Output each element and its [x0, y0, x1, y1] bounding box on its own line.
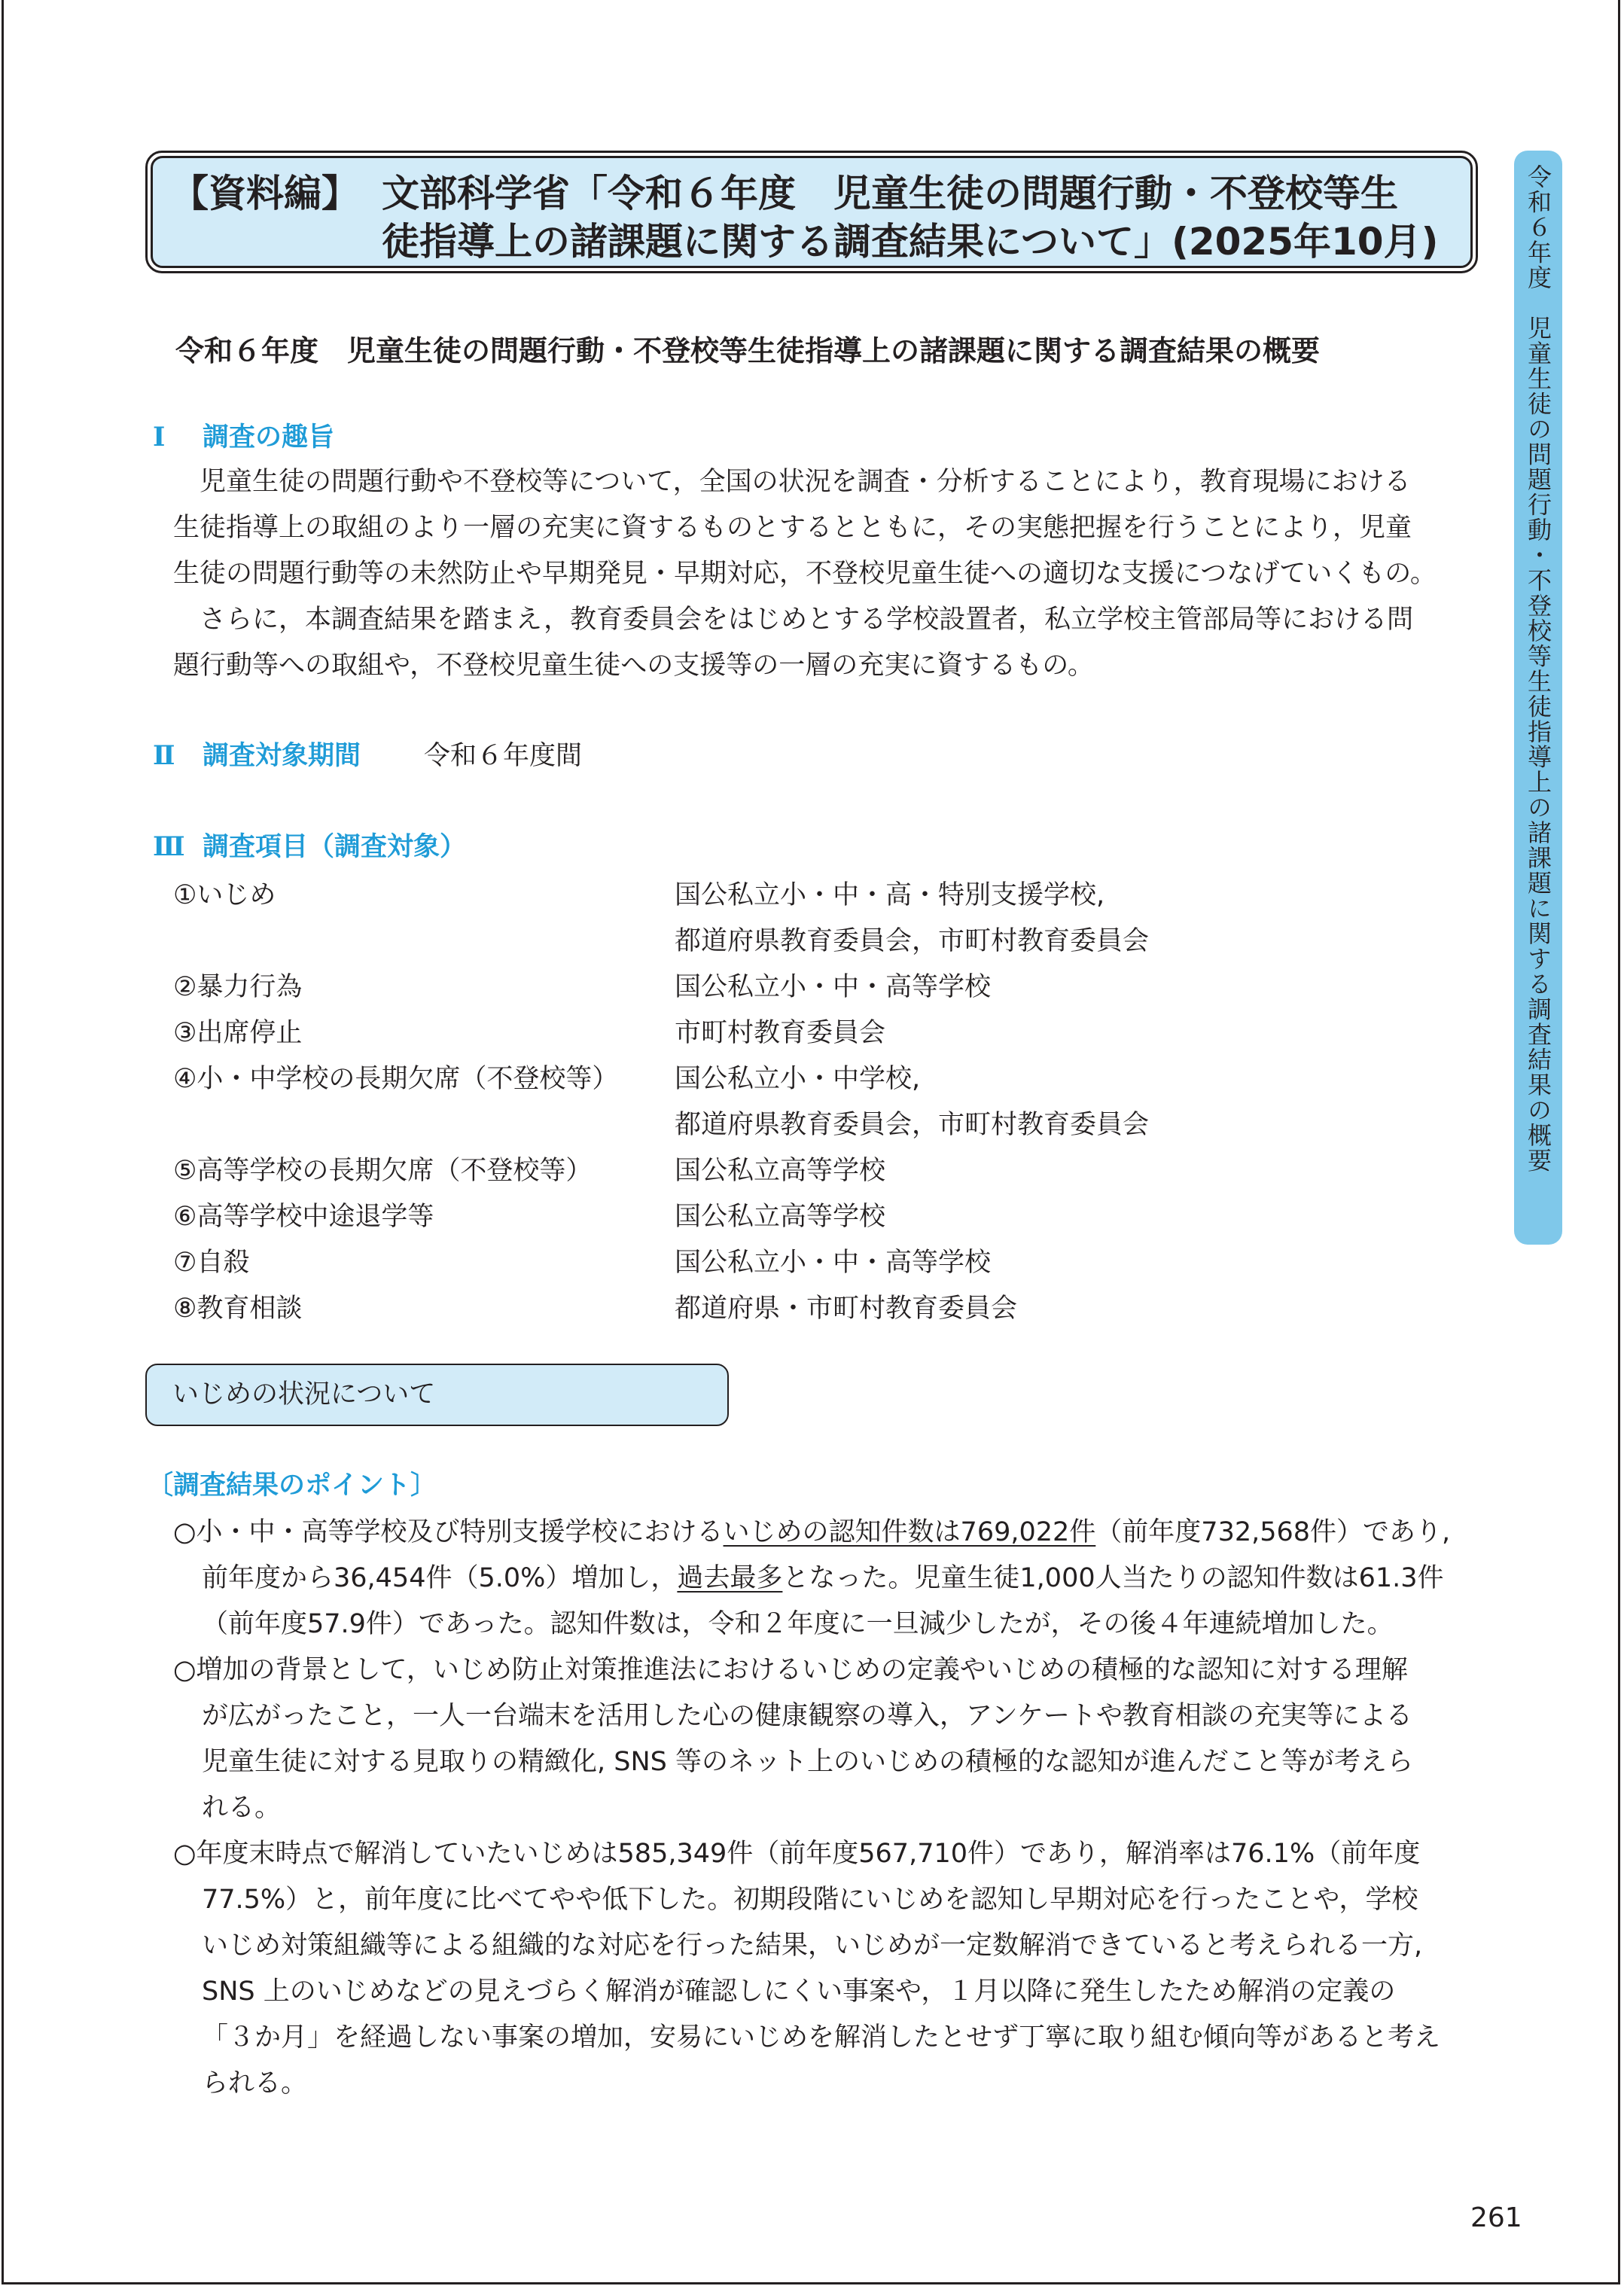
survey-item-label: ③出席停止	[173, 1018, 303, 1048]
bullet-line: SNS 上のいじめなどの見えづらく解消が確認しにくい事案や，１月以降に発生したため解消の定義の	[202, 1977, 1396, 2007]
section-1-line: さらに，本調査結果を踏まえ，教育委員会をはじめとする学校設置者，私立学校主管部局等における問	[173, 605, 1414, 635]
bullet-line: が広がったこと，一人一台端末を活用した心の健康観察の導入，アンケートや教育相談の充実等による	[202, 1701, 1412, 1731]
bullet-text: ○小・中・高等学校及び特別支援学校における	[173, 1517, 724, 1547]
survey-item-target: 国公私立小・中学校,	[675, 1064, 921, 1094]
section-3-title: 調査項目（調査対象）	[203, 832, 467, 862]
bullet-point-3	[173, 1831, 1506, 2107]
underlined-text: いじめの認知件数は769,022件	[723, 1517, 1096, 1547]
bullet-line: 児童生徒に対する見取りの精緻化, SNS 等のネット上のいじめの積極的な認知が進んだこと等が考えら	[202, 1747, 1413, 1777]
bullet-line: （前年度57.9件）であった。認知件数は，令和２年度に一旦減少したが，その後４年連続増加した。	[202, 1609, 1394, 1639]
bullet-line: ○年度末時点で解消していたいじめは585,349件（前年度567,710件）であり，解消率は76.1%（前年度	[173, 1839, 1421, 1869]
section-1-body	[173, 459, 1498, 689]
bullet-text: （前年度732,568件）であり,	[1095, 1517, 1451, 1547]
section-2-title: 調査対象期間	[203, 741, 361, 771]
survey-item-label: ⑤高等学校の長期欠席（不登校等）	[173, 1156, 593, 1186]
title-line-2: 徒指導上の諸課題に関する調査結果について」(2025年10月)	[382, 220, 1439, 264]
page-number: 261	[1470, 2202, 1522, 2233]
section-2-number: Ⅱ	[153, 740, 175, 771]
side-tab-text: 令和６年度 児童生徒の問題行動・不登校等生徒指導上の諸課題に関する調査結果の概要	[1524, 164, 1552, 1173]
survey-item-target: 国公私立小・中・高等学校	[675, 1248, 992, 1278]
title-prefix: 【資料編】	[171, 172, 359, 215]
results-points-heading: 〔調査結果のポイント〕	[147, 1471, 437, 1501]
bullet-text: となった。児童生徒1,000人当たりの認知件数は61.3件	[782, 1563, 1444, 1593]
bullet-text: 前年度から36,454件（5.0%）増加し，	[202, 1563, 678, 1593]
survey-item-target: 都道府県教育委員会，市町村教育委員会	[675, 926, 1150, 956]
bullet-line: 77.5%）と，前年度に比べてやや低下した。初期段階にいじめを認知し早期対応を行ったことや，学校	[202, 1885, 1418, 1915]
title-box-inner	[151, 156, 1473, 268]
survey-item-label: ⑥高等学校中途退学等	[173, 1202, 434, 1232]
survey-item-target: 国公私立高等学校	[675, 1156, 886, 1186]
title-box	[145, 151, 1478, 273]
section-1-number: Ⅰ	[153, 422, 166, 453]
survey-item-target: 国公私立小・中・高等学校	[675, 972, 992, 1002]
survey-item-label: ①いじめ	[173, 880, 276, 910]
section-1-heading	[153, 419, 334, 456]
section-1-line: 生徒指導上の取組のより一層の充実に資するものとするとともに，その実態把握を行うことにより，児童	[173, 513, 1412, 543]
section-3-number: Ⅲ	[153, 831, 185, 862]
bullet-line: 「３か月」を経過しない事案の増加，安易にいじめを解消したとせず丁寧に取り組む傾向等があると考え	[202, 2022, 1441, 2053]
bullying-section-box: いじめの状況について	[145, 1364, 729, 1426]
bullet-point-2	[173, 1647, 1506, 1831]
survey-item-target: 市町村教育委員会	[675, 1018, 886, 1048]
bullet-line: られる。	[202, 2068, 308, 2099]
survey-item-label: ②暴力行為	[173, 972, 303, 1002]
bullet-line: ○増加の背景として，いじめ防止対策推進法におけるいじめの定義やいじめの積極的な認知に対する理解	[173, 1655, 1408, 1685]
survey-period-value: 令和６年度間	[424, 741, 583, 771]
survey-item-target: 国公私立小・中・高・特別支援学校,	[675, 880, 1105, 910]
underlined-text: 過去最多	[677, 1563, 783, 1593]
title-line-1: 文部科学省「令和６年度 児童生徒の問題行動・不登校等生	[382, 172, 1398, 215]
bullet-line: れる。	[202, 1793, 282, 1823]
survey-item-target: 都道府県・市町村教育委員会	[675, 1294, 1018, 1324]
survey-item-label: ⑦自殺	[173, 1248, 250, 1278]
survey-item-target: 都道府県教育委員会，市町村教育委員会	[675, 1110, 1150, 1140]
survey-item-label: ⑧教育相談	[173, 1294, 303, 1324]
bullet-line	[173, 1556, 1506, 1602]
bullet-line	[173, 1510, 1506, 1556]
document-subtitle: 令和６年度 児童生徒の問題行動・不登校等生徒指導上の諸課題に関する調査結果の概要	[175, 334, 1321, 367]
section-1-line: 児童生徒の問題行動や不登校等について，全国の状況を調査・分析することにより，教育現場における	[173, 467, 1411, 497]
survey-item-label: ④小・中学校の長期欠席（不登校等）	[173, 1064, 619, 1094]
bullet-point-1	[173, 1510, 1506, 1647]
section-3-heading	[153, 829, 466, 865]
bullet-line: いじめ対策組織等による組織的な対応を行った結果，いじめが一定数解消できていると考えられる一方,	[202, 1931, 1423, 1961]
side-index-tab	[1514, 151, 1562, 1245]
section-1-line: 生徒の問題行動等の未然防止や早期発見・早期対応，不登校児童生徒への適切な支援につなげていくもの。	[173, 559, 1437, 589]
section-2-heading	[153, 738, 361, 774]
survey-item-target: 国公私立高等学校	[675, 1202, 886, 1232]
section-1-line: 題行動等への取組や，不登校児童生徒への支援等の一層の充実に資するもの。	[173, 651, 1094, 681]
section-1-title: 調査の趣旨	[203, 422, 335, 453]
